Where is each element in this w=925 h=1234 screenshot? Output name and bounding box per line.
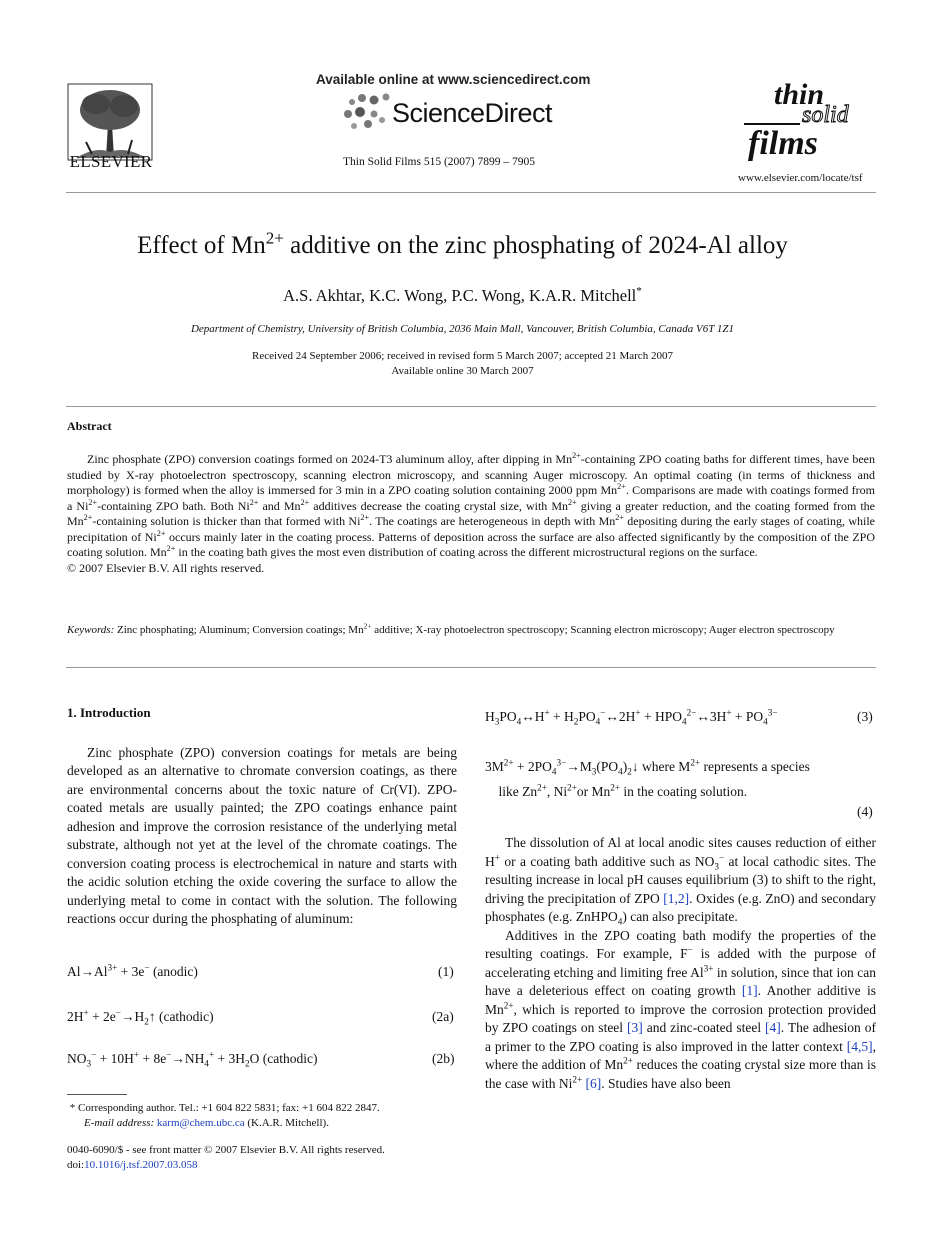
article-title — [0, 228, 925, 260]
abstract-paragraph: Zinc phosphate (ZPO) conversion coatings formed on 2024-T3 aluminum alloy, after dipping in $Mn^{2+}$-containing ZPO coating baths for different times, have been studied by X-ray photoelectron spectroscopy, scanning electron microscopy, and scanning Auger microscopy. An optimal coating (in terms of thickness and morphology) is formed when the alloy is immersed for 3 min in a ZPO coating solution containing 2000 ppm $Mn^{2+}$. Comparisons are made with coatings formed from a $Ni^{2+}$-containing ZPO bath. Both $Ni^{2+}$ and $Mn^{2+}$ additives decrease the coating crystal size, with $Mn^{2+}$ giving a greater reduction, and the coating formed from the $Mn^{2+}$-containing solution is thicker than that formed with $Ni^{2+}$. The coatings are heterogeneous in depth with $Mn^{2+}$ depositing during the early stages of coating, while precipitation of $Ni^{2+}$ occurs mainly later in the coating process. Patterns of deposition across the surface are also affected significantly by the composition of the ZPO coating solution. $Mn^{2+}$ in the coating bath gives the most even distribution of coating across the different microstructural regions on the surface. — [67, 451, 876, 559]
equation-4-number: (4) — [857, 804, 873, 819]
right-column — [485, 834, 876, 1093]
abstract-heading: Abstract — [67, 419, 112, 433]
email-label: E-mail address: — [84, 1117, 155, 1129]
equation-1-number: (1) — [438, 964, 454, 979]
header-rule — [66, 192, 876, 193]
equation-2a: $2H^+ + 2e^-\to H_2↑$ (cathodic) — [67, 1007, 214, 1027]
keywords-label: Keywords: — [67, 624, 115, 636]
received-dates: Received 24 September 2006; received in revised form 5 March 2007; accepted 21 March 2007 — [252, 350, 673, 362]
journal-url-link[interactable]: www.elsevier.com/locate/tsf — [738, 172, 863, 184]
thin-solid-films-logo — [740, 72, 878, 164]
author-list — [0, 286, 925, 306]
intro-paragraph: Zinc phosphate (ZPO) conversion coatings for metals are being developed as an alternative to chromate conversion coatings, as there are environmental concerns about the toxic nature of Cr(VI). ZPO-coated metals are usually painted; the ZPO coatings enhance paint adhesion and improve the corrosion resistance of the underlying metal substrate, although not yet at the level of the chromate coatings. The conversion coating process is electrochemical in nature and starts with the acidic solution etching the oxide covering the surface to allow the underlying metal to come in contact with the solution. The following reactions occur during the phosphating of aluminum: — [67, 744, 457, 926]
footnote-corresponding: * Corresponding author. Tel.: +1 604 822 5831; fax: +1 604 822 2847. — [67, 1102, 380, 1114]
abstract-body — [67, 452, 875, 576]
citation-link[interactable]: [3] — [627, 1020, 643, 1035]
publisher-name: ELSEVIER — [69, 152, 153, 171]
title-sup: 2+ — [265, 228, 284, 248]
available-online-line[interactable]: Available online at www.sciencedirect.com — [316, 72, 591, 87]
equation-2b: $NO_3^- + 10H^+ + 8e^-\to NH_4^+ + 3H_2O$ (cathodic) — [67, 1049, 318, 1069]
equation-3: $H_3PO_4\leftrightarrow H^+$ + $H_2PO_4^-\leftrightarrow 2H^+$ + $HPO_4^{2-}\leftrightarrow 3H^+ + PO_4^{3-}$ — [485, 707, 778, 727]
equation-3-number: (3) — [857, 709, 873, 724]
citation-link[interactable]: [6] — [585, 1075, 602, 1091]
footnote-rule — [67, 1094, 127, 1095]
email-owner: (K.A.R. Mitchell). — [247, 1117, 329, 1129]
equation-2a-number: (2a) — [432, 1009, 454, 1024]
article-dates — [0, 349, 925, 379]
section-heading: 1. Introduction — [67, 705, 151, 720]
doi-label: doi: — [67, 1159, 85, 1171]
doi-link[interactable]: 10.1016/j.tsf.2007.03.058 — [84, 1159, 198, 1171]
body-paragraph: Additives in the ZPO coating bath modify the properties of the resulting coatings. For example, F− is added with the purpose of accelerating etching and limiting free $Al^{3+}$ in solution, since that ion can have a deleterious effect on coating growth [1]. Another additive is $Mn^{2+}$, which is reported to improve the corrosion protection provided by ZPO coatings on steel [3] and zinc-coated steel [4]. The adhesion of a primer to the ZPO coating is also improved in the latter context [4,5], where the addition of $Mn^{2+}$ reduces the coating crystal size more than is the case with $Ni^{2+}$ [6]. Studies have also been — [485, 927, 876, 1091]
title-post: additive on the zinc phosphating of 2024-Al alloy — [283, 232, 788, 259]
equation-4: $3M^{2+}$ + $2PO_4^{3-}\to M_3(PO_4)_2↓$ where $M^{2+}$ represents a species like $Zn^{2+}$, $Ni^{2+}or$ $Mn^{2+}$ in the coating solution. — [485, 757, 810, 799]
left-column — [67, 704, 457, 929]
title-pre: Effect of Mn — [137, 232, 266, 259]
svg-text:solid: solid — [802, 102, 849, 128]
citation-link[interactable]: [1,2] — [663, 890, 690, 906]
svg-text:films: films — [748, 125, 818, 162]
abstract-copyright: © 2007 Elsevier B.V. All rights reserved. — [67, 560, 265, 575]
journal-citation: Thin Solid Films 515 (2007) 7899 – 7905 — [343, 156, 535, 168]
citation-link[interactable]: [1] — [741, 983, 758, 998]
sciencedirect-brand: ScienceDirect — [392, 98, 553, 128]
available-date: Available online 30 March 2007 — [391, 365, 534, 377]
issn-line: 0040-6090/$ - see front matter © 2007 Elsevier B.V. All rights reserved. — [67, 1144, 385, 1156]
corresponding-mark[interactable]: * — [636, 285, 642, 298]
author-names: A.S. Akhtar, K.C. Wong, P.C. Wong, K.A.R. Mitchell — [283, 286, 637, 305]
svg-text:thin: thin — [774, 78, 825, 111]
citation-link[interactable]: [4] — [765, 1020, 781, 1035]
keywords: Keywords: Zinc phosphating; Aluminum; Conversion coatings; $Mn^{2+}$ additive; X-ray photoelectron spectroscopy; Scanning electron microscopy; Auger electron spectroscopy — [67, 621, 835, 636]
footnote-email — [84, 1116, 329, 1131]
affiliation: Department of Chemistry, University of British Columbia, 2036 Main Mall, Vancouver, British Columbia, Canada V6T 1Z1 — [190, 323, 735, 335]
equation-1: $Al\to Al^{3+} + 3e^-$ (anodic) — [67, 962, 198, 979]
citation-link[interactable]: [4,5] — [846, 1038, 873, 1054]
body-paragraph: The dissolution of Al at local anodic sites causes reduction of either H+ or a coating bath additive such as $NO_3^-$ at local cathodic sites. The resulting increase in local pH causes equilibrium (3) to shift to the right, driving the precipitation of ZPO [1,2]. Oxides (e.g. ZnO) and secondary phosphates (e.g. ZnHPO$_4$) can also precipitate. — [485, 835, 877, 927]
equation-2b-number: (2b) — [432, 1051, 455, 1066]
footnote-corresponding-text: Corresponding author. Tel.: +1 604 822 5831; fax: +1 604 822 2847. — [78, 1102, 380, 1114]
abstract-top-rule — [66, 406, 876, 407]
keywords-bottom-rule — [66, 667, 876, 668]
doi-line — [67, 1158, 198, 1173]
email-link[interactable]: karm@chem.ubc.ca — [156, 1117, 245, 1129]
